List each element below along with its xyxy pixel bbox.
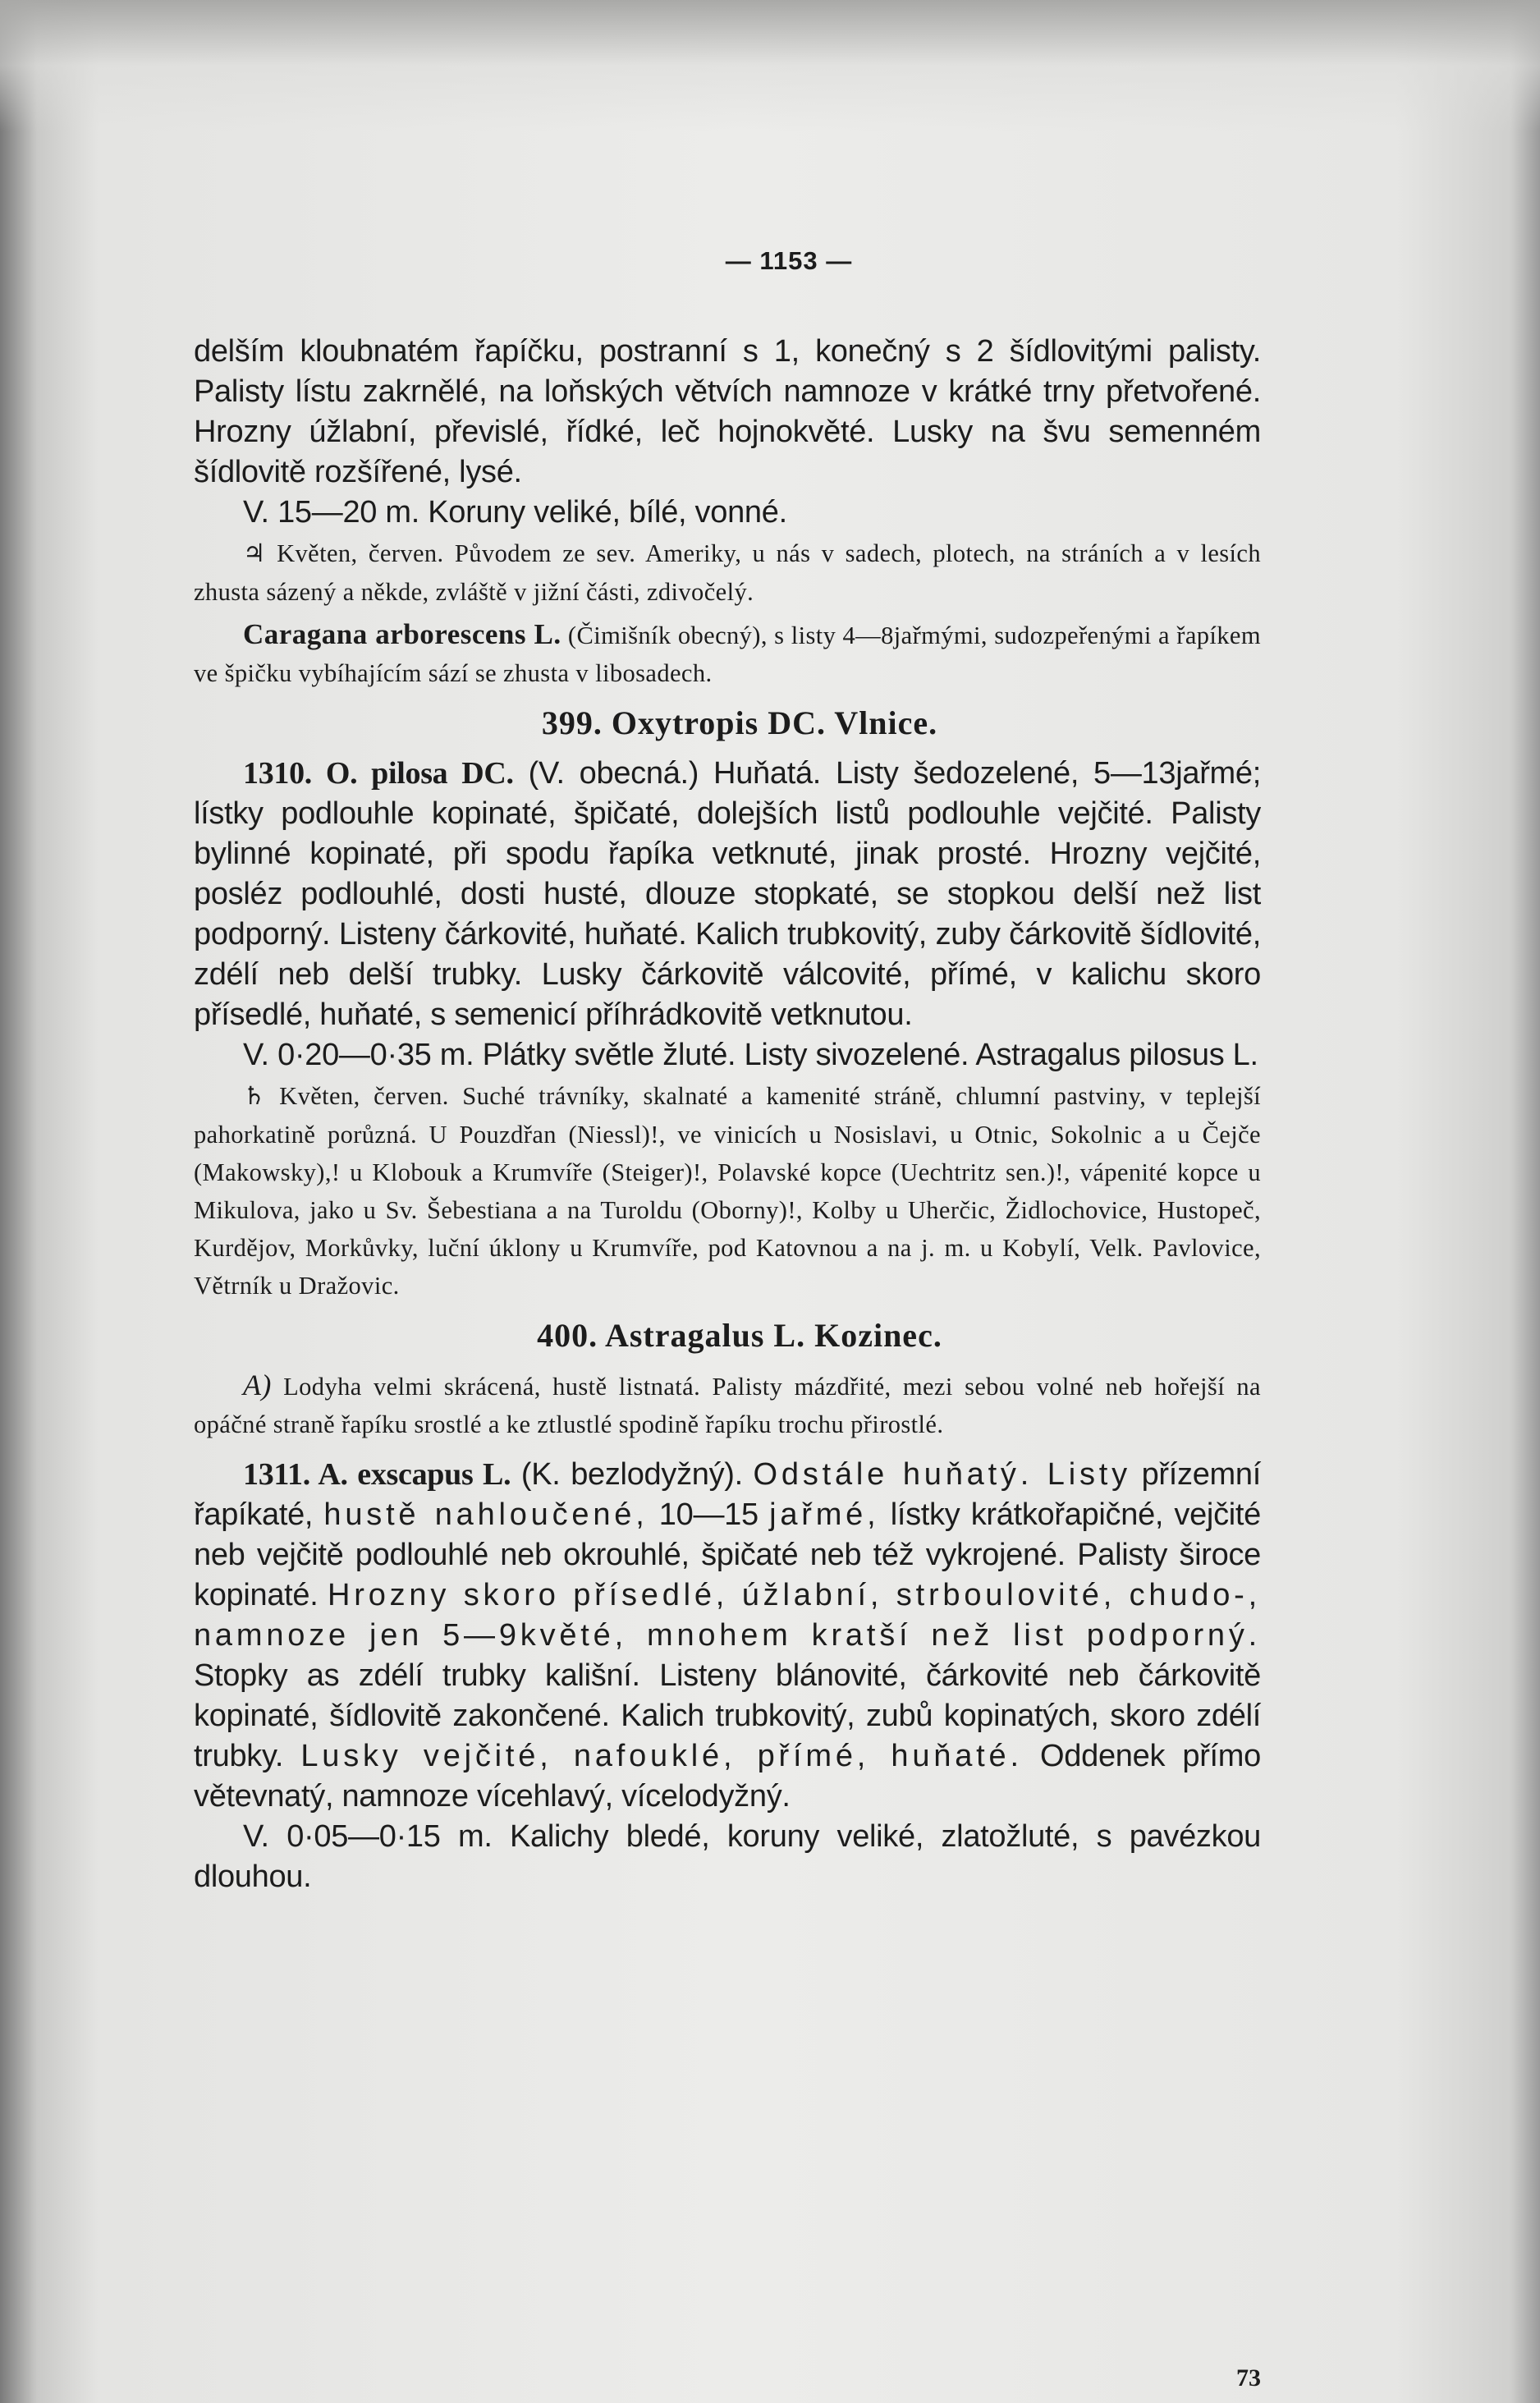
page-number: — 1153 — [725, 246, 853, 275]
shrub-icon: ♄ [243, 1082, 266, 1111]
caragana-note [194, 616, 1261, 692]
emphasized-text: Hrozny skoro přísedlé, úžlabní, strboulovité, chudo-, namnoze jen 5—9květé, mnohem kratší než list podporný. [194, 1578, 1261, 1653]
emphasized-text: Odstále huňatý. Listy [753, 1457, 1131, 1492]
text-line: delším kloubnatém řapíčku, postranní s 1, konečný s 2 šídlovitými [194, 334, 1168, 369]
plain-text: Oddenek přímo větevnatý, namnoze vícehlavý, vícelodyžný. [194, 1739, 1261, 1814]
species-1311-text [194, 1457, 1261, 1814]
species-1310-distribution-text: Květen, červen. Suché trávníky, skalnaté a kamenité stráně, chlumní pastviny, v teplejší pahorkatině porůzná. U Pouzdřan (Niessl)!, ve vinicích u Nosislavi, u Otnic, Sokolnic a u Čejče (Makowsky),! u Klobouk a Krumvíře (Steiger)!, Polavské kopce (Uechtritz sen.)!, vápenité kopce u Mikulova, jako u Sv. Šebestiana a na Turoldu (Oborny)!, Kolby u Uherčic, Židlochovice, Hustopeč, Kurdějov, Morkůvky, luční úklony u Krumvíře, pod Katovnou a na j. m. u Kobylí, Velk. Pavlovice, Větrník u Dražovic. [194, 1082, 1261, 1300]
plain-text: Stopky as zdélí trubky kališní. Listeny blánovité, čárkovité neb čárkovitě kopinaté, šídlovitě zakončené. Kalich trubkovitý, zubů kopinatých, skoro zdélí trubky. [194, 1658, 1261, 1773]
section-a-label: A) [243, 1369, 272, 1401]
plain-text: (K. bezlodyžný). [520, 1457, 754, 1492]
perennial-icon: ♃ [243, 539, 266, 568]
caragana-text: (Čimišník obecný), s listy 4—8jařmými, sudozpeřenými a řapíkem ve špičku vybíhajícím sází se zhusta v libosadech. [194, 621, 1261, 687]
emphasized-text: jařmé, [769, 1497, 880, 1532]
species-1311 [194, 1455, 1261, 1817]
paragraph-continued [194, 332, 1261, 493]
scan-top-shadow [0, 0, 1540, 131]
emphasized-text: hustě nahloučené, [323, 1497, 649, 1532]
species-1311-title: 1311. A. exscapus L. [243, 1457, 511, 1492]
caragana-name: Caragana arborescens L. [243, 618, 561, 650]
plain-text: 10—15 [648, 1497, 770, 1532]
page-content [194, 246, 1262, 2392]
text-line: na švu semenném šídlovitě rozšířené, lysé. [194, 415, 1261, 489]
species-1310-size: V. 0·20—0·35 m. Plátky světle žluté. Listy sivozelené. Astragalus pilosus L. [243, 1038, 1258, 1072]
plain-text: lístky krátkořapičné, vejčité neb vejčitě podlouhlé neb okrouhlé, špičaté neb též vykrojené. Palisty široce kopinaté. [194, 1497, 1261, 1612]
text-line: palisty. Palisty lístu zakrnělé, na loňských větvích namnoze v krátké [194, 334, 1261, 409]
genus-heading-400: 400. Astragalus L. Kozinec. [537, 1317, 942, 1354]
emphasized-text: Lusky vejčité, nafouklé, přímé, huňaté. [300, 1739, 1023, 1773]
plain-text: přízemní řapíkaté, [194, 1457, 1262, 1532]
species-1310-text: (V. obecná.) Huňatá. Listy šedozelené, 5—13jařmé; lístky podlouhle kopinaté, špičaté, dolejších listů podlouhle vejčité. Palisty bylinné kopinaté, při spodu řapíka vetknuté, jinak prosté. Hrozny vejčité, posléz podlouhlé, dosti husté, dlouze stopkaté, se stopkou delší než list podporný. Listeny čárkovité, huňaté. Kalich trubkovitý, zuby čárkovitě šídlovité, zdélí neb delší trubky. Lusky čárkovitě válcovité, přímé, v kalichu skoro přísedlé, huňaté, s semenicí příhrádkovitě vetknutou. [194, 756, 1261, 1032]
species-1311-size: V. 0·05—0·15 m. Kalichy bledé, koruny veliké, zlatožluté, s pavézkou dlouhou. [194, 1819, 1261, 1894]
species-1310 [194, 754, 1261, 1035]
genus-heading-399: 399. Oxytropis DC. Vlnice. [541, 704, 938, 741]
distribution-note [194, 534, 1261, 611]
signature-mark: 73 [1236, 2364, 1261, 2392]
section-a [194, 1366, 1261, 1443]
size-line: V. 15—20 m. Koruny veliké, bílé, vonné. [243, 495, 787, 530]
section-a-text: Lodyha velmi skrácená, hustě listnatá. Palisty mázdřité, mezi sebou volné neb hořejší na opáčné straně řapíku srostlé a ke ztlustlé spodině řapíku trochu přirostlé. [194, 1373, 1261, 1438]
species-1310-title: 1310. O. pilosa DC. [243, 756, 514, 791]
distribution-text: Květen, červen. Původem ze sev. Ameriky, u nás v sadech, plotech, na stráních a v lesích zhusta sázený a někde, zvláště v jižní části, zdivočelý. [194, 539, 1262, 606]
text-line: trny přetvořené. Hrozny úžlabní, převislé, řídké, leč hojnokvěté. Lusky [194, 374, 1261, 449]
species-1310-distribution [194, 1077, 1261, 1305]
